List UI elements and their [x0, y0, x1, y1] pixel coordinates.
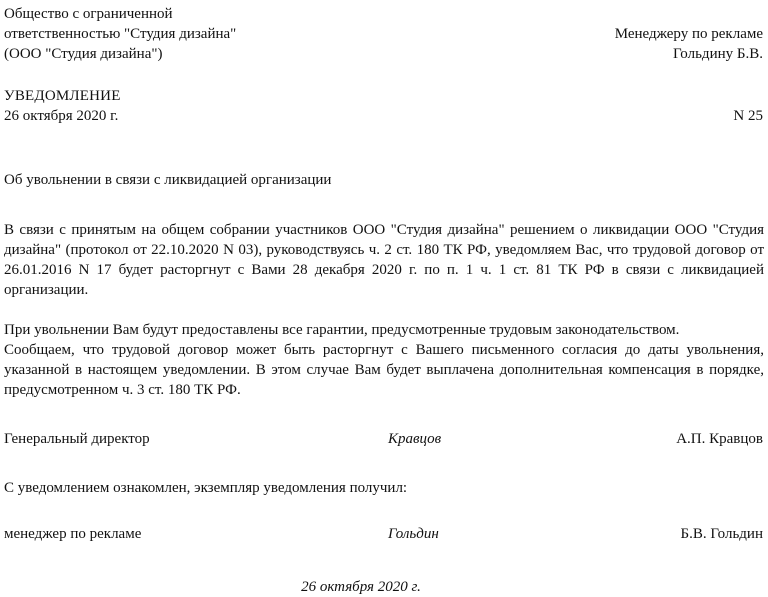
final-date: 26 октября 2020 г.: [301, 579, 421, 595]
document-body: [4, 220, 764, 400]
body-paragraph-3: Сообщаем, что трудовой договор может быть расторгнут с Вашего письменного согласия до даты увольнения, указанной в настоящем уведомлении. В этом случае Вам будет выплачена дополнительная компенсация в порядке, предусмотренном ч. 3 ст. 180 ТК РФ.: [4, 342, 764, 398]
date-number-row: [4, 106, 764, 126]
document-header: [4, 0, 764, 64]
title-section: [4, 86, 764, 126]
document-date: 26 октября 2020 г.: [4, 108, 119, 124]
body-paragraph-2: При увольнении Вам будут предоставлены все гарантии, предусмотренные трудовым законодательством.: [4, 322, 680, 338]
employee-role: менеджер по рекламе: [4, 526, 142, 542]
signature-line-employee: [4, 524, 764, 544]
document-title: УВЕДОМЛЕНИЕ: [4, 88, 121, 104]
body-paragraph-1: В связи с принятым на общем собрании участников ООО "Студия дизайна" решением о ликвидации ООО "Студия дизайна" (протокол от 22.10.2020 N 03), руководствуясь ч. 2 ст. 180 ТК РФ, уведомляем Вас, что трудовой договор от 26.01.2016 N 17 будет расторгнут с Вами 28 декабря 2020 г. по п. 1 ч. 1 ст. 81 ТК РФ в связи с ликвидацией организации.: [4, 222, 764, 298]
document-number: N 25: [733, 108, 763, 124]
director-role: Генеральный директор: [4, 431, 150, 447]
addressee-block: [463, 4, 764, 64]
organization-line-3: (ООО "Студия дизайна"): [4, 46, 163, 62]
signature-line-director: [4, 429, 764, 449]
director-signature-mark: Кравцов: [388, 431, 442, 447]
addressee-name: Гольдину Б.В.: [672, 46, 763, 62]
organization-line-1: Общество с ограниченной: [4, 6, 173, 22]
employee-signature-row: [4, 524, 764, 544]
employee-signature-mark: Гольдин: [388, 526, 439, 542]
document-subject: Об увольнении в связи с ликвидацией организации: [4, 172, 332, 188]
employee-name: Б.В. Гольдин: [680, 526, 763, 542]
organization-block: [4, 4, 404, 64]
director-signature-row: [4, 429, 764, 449]
acknowledgement-text: С уведомлением ознакомлен, экземпляр уведомления получил:: [4, 480, 408, 496]
organization-line-2: ответственностью "Студия дизайна": [4, 26, 237, 42]
addressee-position: Менеджеру по рекламе: [614, 26, 763, 42]
director-name: А.П. Кравцов: [676, 431, 763, 447]
